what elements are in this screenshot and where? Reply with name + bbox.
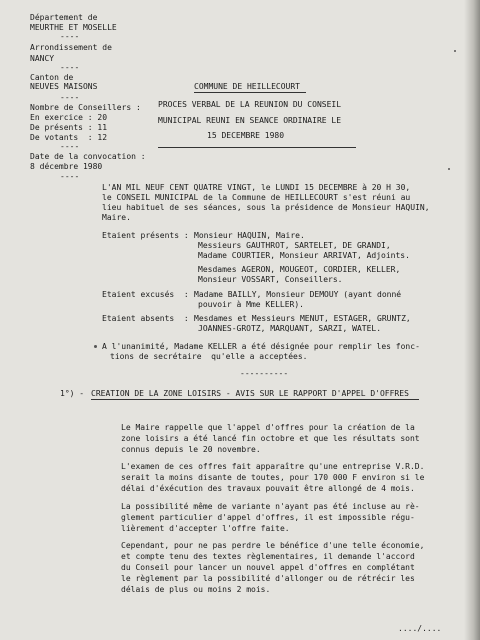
- arrondissement-name: NANCY: [30, 54, 55, 63]
- body-line: La possibilité même de variante n'ayant pas été incluse au rè-: [121, 502, 420, 511]
- absent-label: Etaient absents :: [102, 314, 189, 323]
- present-label: Etaient présents :: [102, 231, 189, 240]
- department-label: Département de: [30, 13, 98, 22]
- scan-speck: [448, 168, 450, 170]
- body-line: lièrement d'accepter l'offre faite.: [121, 524, 290, 533]
- convocation-date: 8 décembre 1980: [30, 162, 103, 171]
- arrondissement-label: Arrondissement de: [30, 43, 112, 52]
- dash-divider: ----: [60, 32, 80, 41]
- body-line: zone loisirs a été lancé fin octobre et que les résultats sont: [121, 434, 420, 443]
- body-line: Le Maire rappelle que l'appel d'offres pour la création de la: [121, 423, 415, 432]
- continued-marker: ..../....: [398, 624, 442, 633]
- department-name: MEURTHE ET MOSELLE: [30, 23, 117, 32]
- body-line: et compte tenu des textes règlementaires, il demande l'accord: [121, 552, 415, 561]
- body-line: L'examen de ces offres fait apparaître qu'une entreprise V.R.D.: [121, 462, 425, 471]
- excused-line: pouvoir à Mme KELLER).: [198, 300, 304, 309]
- commune-underline: [194, 92, 306, 93]
- commune-title: COMMUNE DE HEILLECOURT: [194, 82, 300, 91]
- dash-divider: ----: [60, 63, 80, 72]
- body-line: délais de plus ou moins 2 mois.: [121, 585, 271, 594]
- body-line: délai d'éxécution des travaux pouvait être allongé de 4 mois.: [121, 484, 415, 493]
- present-line: Monsieur HAQUIN, Maire.: [194, 231, 305, 240]
- body-line: connus depuis le 20 novembre.: [121, 445, 261, 454]
- dash-divider: ----: [60, 172, 80, 181]
- councillors-present: De présents : 11: [30, 123, 108, 132]
- absent-line: JOANNES-GROTZ, MARQUANT, SARZI, WATEL.: [198, 324, 382, 333]
- body-line: glement particulier d'appel d'offres, il est impossible régu-: [121, 513, 415, 522]
- present-line: Monsieur VOSSART, Conseillers.: [198, 275, 343, 284]
- dash-divider: ----: [60, 93, 80, 102]
- minutes-title-date: 15 DECEMBRE 1980: [207, 131, 285, 140]
- present-line: Madame COURTIER, Monsieur ARRIVAT, Adjoints.: [198, 251, 410, 260]
- minutes-title-line-1: PROCES VERBAL DE LA REUNION DU CONSEIL: [158, 100, 342, 109]
- section-number: 1°) -: [60, 389, 85, 398]
- separator: ----------: [240, 369, 289, 378]
- minutes-title-line-2: MUNICIPAL REUNI EN SEANCE ORDINAIRE LE: [158, 116, 342, 125]
- ink-mark: [94, 345, 97, 348]
- canton-label: Canton de: [30, 73, 74, 82]
- councillors-label: Nombre de Conseillers :: [30, 103, 141, 112]
- present-line: Mesdames AGERON, MOUGEOT, CORDIER, KELLER,: [198, 265, 401, 274]
- councillors-in-office: En exercice : 20: [30, 113, 108, 122]
- body-line: Cependant, pour ne pas perdre le bénéfice d'une telle économie,: [121, 541, 425, 550]
- section-title-underline: [91, 399, 419, 400]
- intro-line: lieu habituel de ses séances, sous la présidence de Monsieur HAQUIN,: [102, 203, 430, 212]
- convocation-label: Date de la convocation :: [30, 152, 146, 161]
- present-line: Messieurs GAUTHROT, SARTELET, DE GRANDI,: [198, 241, 391, 250]
- secretary-line: A l'unanimité, Madame KELLER a été désignée pour remplir les fonc-: [102, 342, 420, 351]
- scan-speck: [454, 50, 456, 52]
- intro-line: L'AN MIL NEUF CENT QUATRE VINGT, le LUNDI 15 DECEMBRE à 20 H 30,: [102, 183, 411, 192]
- secretary-line: tions de secrétaire qu'elle a acceptées.: [110, 352, 308, 361]
- absent-line: Mesdames et Messieurs MENUT, ESTAGER, GRUNTZ,: [194, 314, 411, 323]
- page-edge-shadow: [464, 0, 480, 640]
- intro-line: Maire.: [102, 213, 131, 222]
- excused-label: Etaient excusés :: [102, 290, 189, 299]
- councillors-voting: De votants : 12: [30, 133, 108, 142]
- intro-line: le CONSEIL MUNICIPAL de la Commune de HEILLECOURT s'est réuni au: [102, 193, 411, 202]
- header-rule: [158, 147, 356, 148]
- dash-divider: ----: [60, 142, 80, 151]
- body-line: le règlement par la possibilité d'allonger ou de rétrécir les: [121, 574, 415, 583]
- body-line: du Conseil pour lancer un nouvel appel d'offres en complétant: [121, 563, 415, 572]
- excused-line: Madame BAILLY, Monsieur DEMOUY (ayant donné: [194, 290, 402, 299]
- section-title: CREATION DE LA ZONE LOISIRS - AVIS SUR LE RAPPORT D'APPEL D'OFFRES: [91, 389, 409, 398]
- body-line: serait la moins disante de toutes, pour 170 000 F environ si le: [121, 473, 425, 482]
- canton-name: NEUVES MAISONS: [30, 82, 98, 91]
